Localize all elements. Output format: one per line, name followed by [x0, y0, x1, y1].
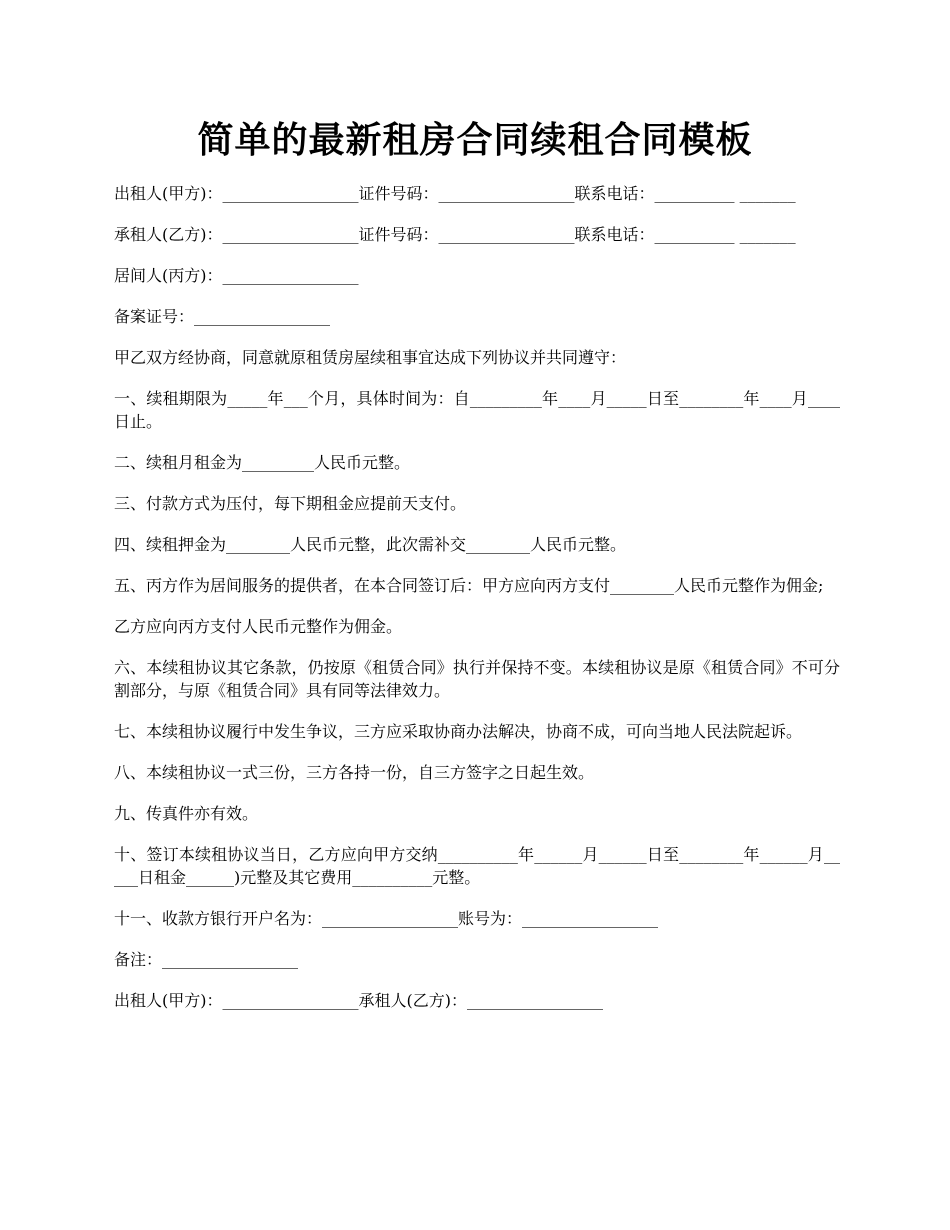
clause-10-payment-on-signing: 十、签订本续租协议当日，乙方应向甲方交纳__________年______月______日至________年______月_____日租金______)元整及其它费用__________元整。	[114, 845, 840, 887]
paragraph-lessee: 承租人(乙方)：_________________证件号码：_________________联系电话：__________ _______	[114, 225, 796, 244]
clause-4-deposit: 四、续租押金为________人民币元整，此次需补交________人民币元整。	[114, 535, 627, 554]
clause-6-other-terms: 六、本续租协议其它条款，仍按原《租赁合同》执行并保持不变。本续租协议是原《租赁合同》不可分割部分，与原《租赁合同》具有同等法律效力。	[114, 658, 840, 700]
paragraph-filing-number: 备案证号：_________________	[114, 307, 331, 326]
clause-2-monthly-rent: 二、续租月租金为_________人民币元整。	[114, 453, 411, 472]
document-body	[114, 182, 840, 1030]
paragraph-lessor: 出租人(甲方)：_________________证件号码：_________________联系电话：__________ _______	[114, 184, 796, 203]
paragraph-intermediary: 居间人(丙方)：_________________	[114, 266, 359, 285]
clause-5-commission: 五、丙方作为居间服务的提供者，在本合同签订后：甲方应向丙方支付________人民币元整作为佣金;	[114, 576, 824, 595]
clause-7-disputes: 七、本续租协议履行中发生争议，三方应采取协商办法解决，协商不成，可向当地人民法院起诉。	[114, 722, 803, 741]
clause-9-fax: 九、传真件亦有效。	[114, 804, 259, 823]
paragraph-remarks: 备注：_________________	[114, 950, 299, 969]
clause-5-commission-lessee: 乙方应向丙方支付人民币元整作为佣金。	[114, 617, 403, 636]
paragraph-preamble: 甲乙双方经协商，同意就原租赁房屋续租事宜达成下列协议并共同遵守：	[114, 348, 627, 367]
clause-8-copies: 八、本续租协议一式三份，三方各持一份，自三方签字之日起生效。	[114, 763, 595, 782]
clause-1-renewal-term: 一、续租期限为_____年___个月，具体时间为：自_________年____月_____日至________年____月____日止。	[114, 389, 840, 431]
clause-3-payment-method: 三、付款方式为压付，每下期租金应提前天支付。	[114, 494, 467, 513]
document-title: 简单的最新租房合同续租合同模板	[197, 119, 753, 161]
paragraph-signatures: 出租人(甲方)：_________________承租人(乙方)：_________________	[114, 991, 603, 1010]
clause-11-bank-account: 十一、收款方银行开户名为：_________________账号为：_________________	[114, 909, 659, 928]
